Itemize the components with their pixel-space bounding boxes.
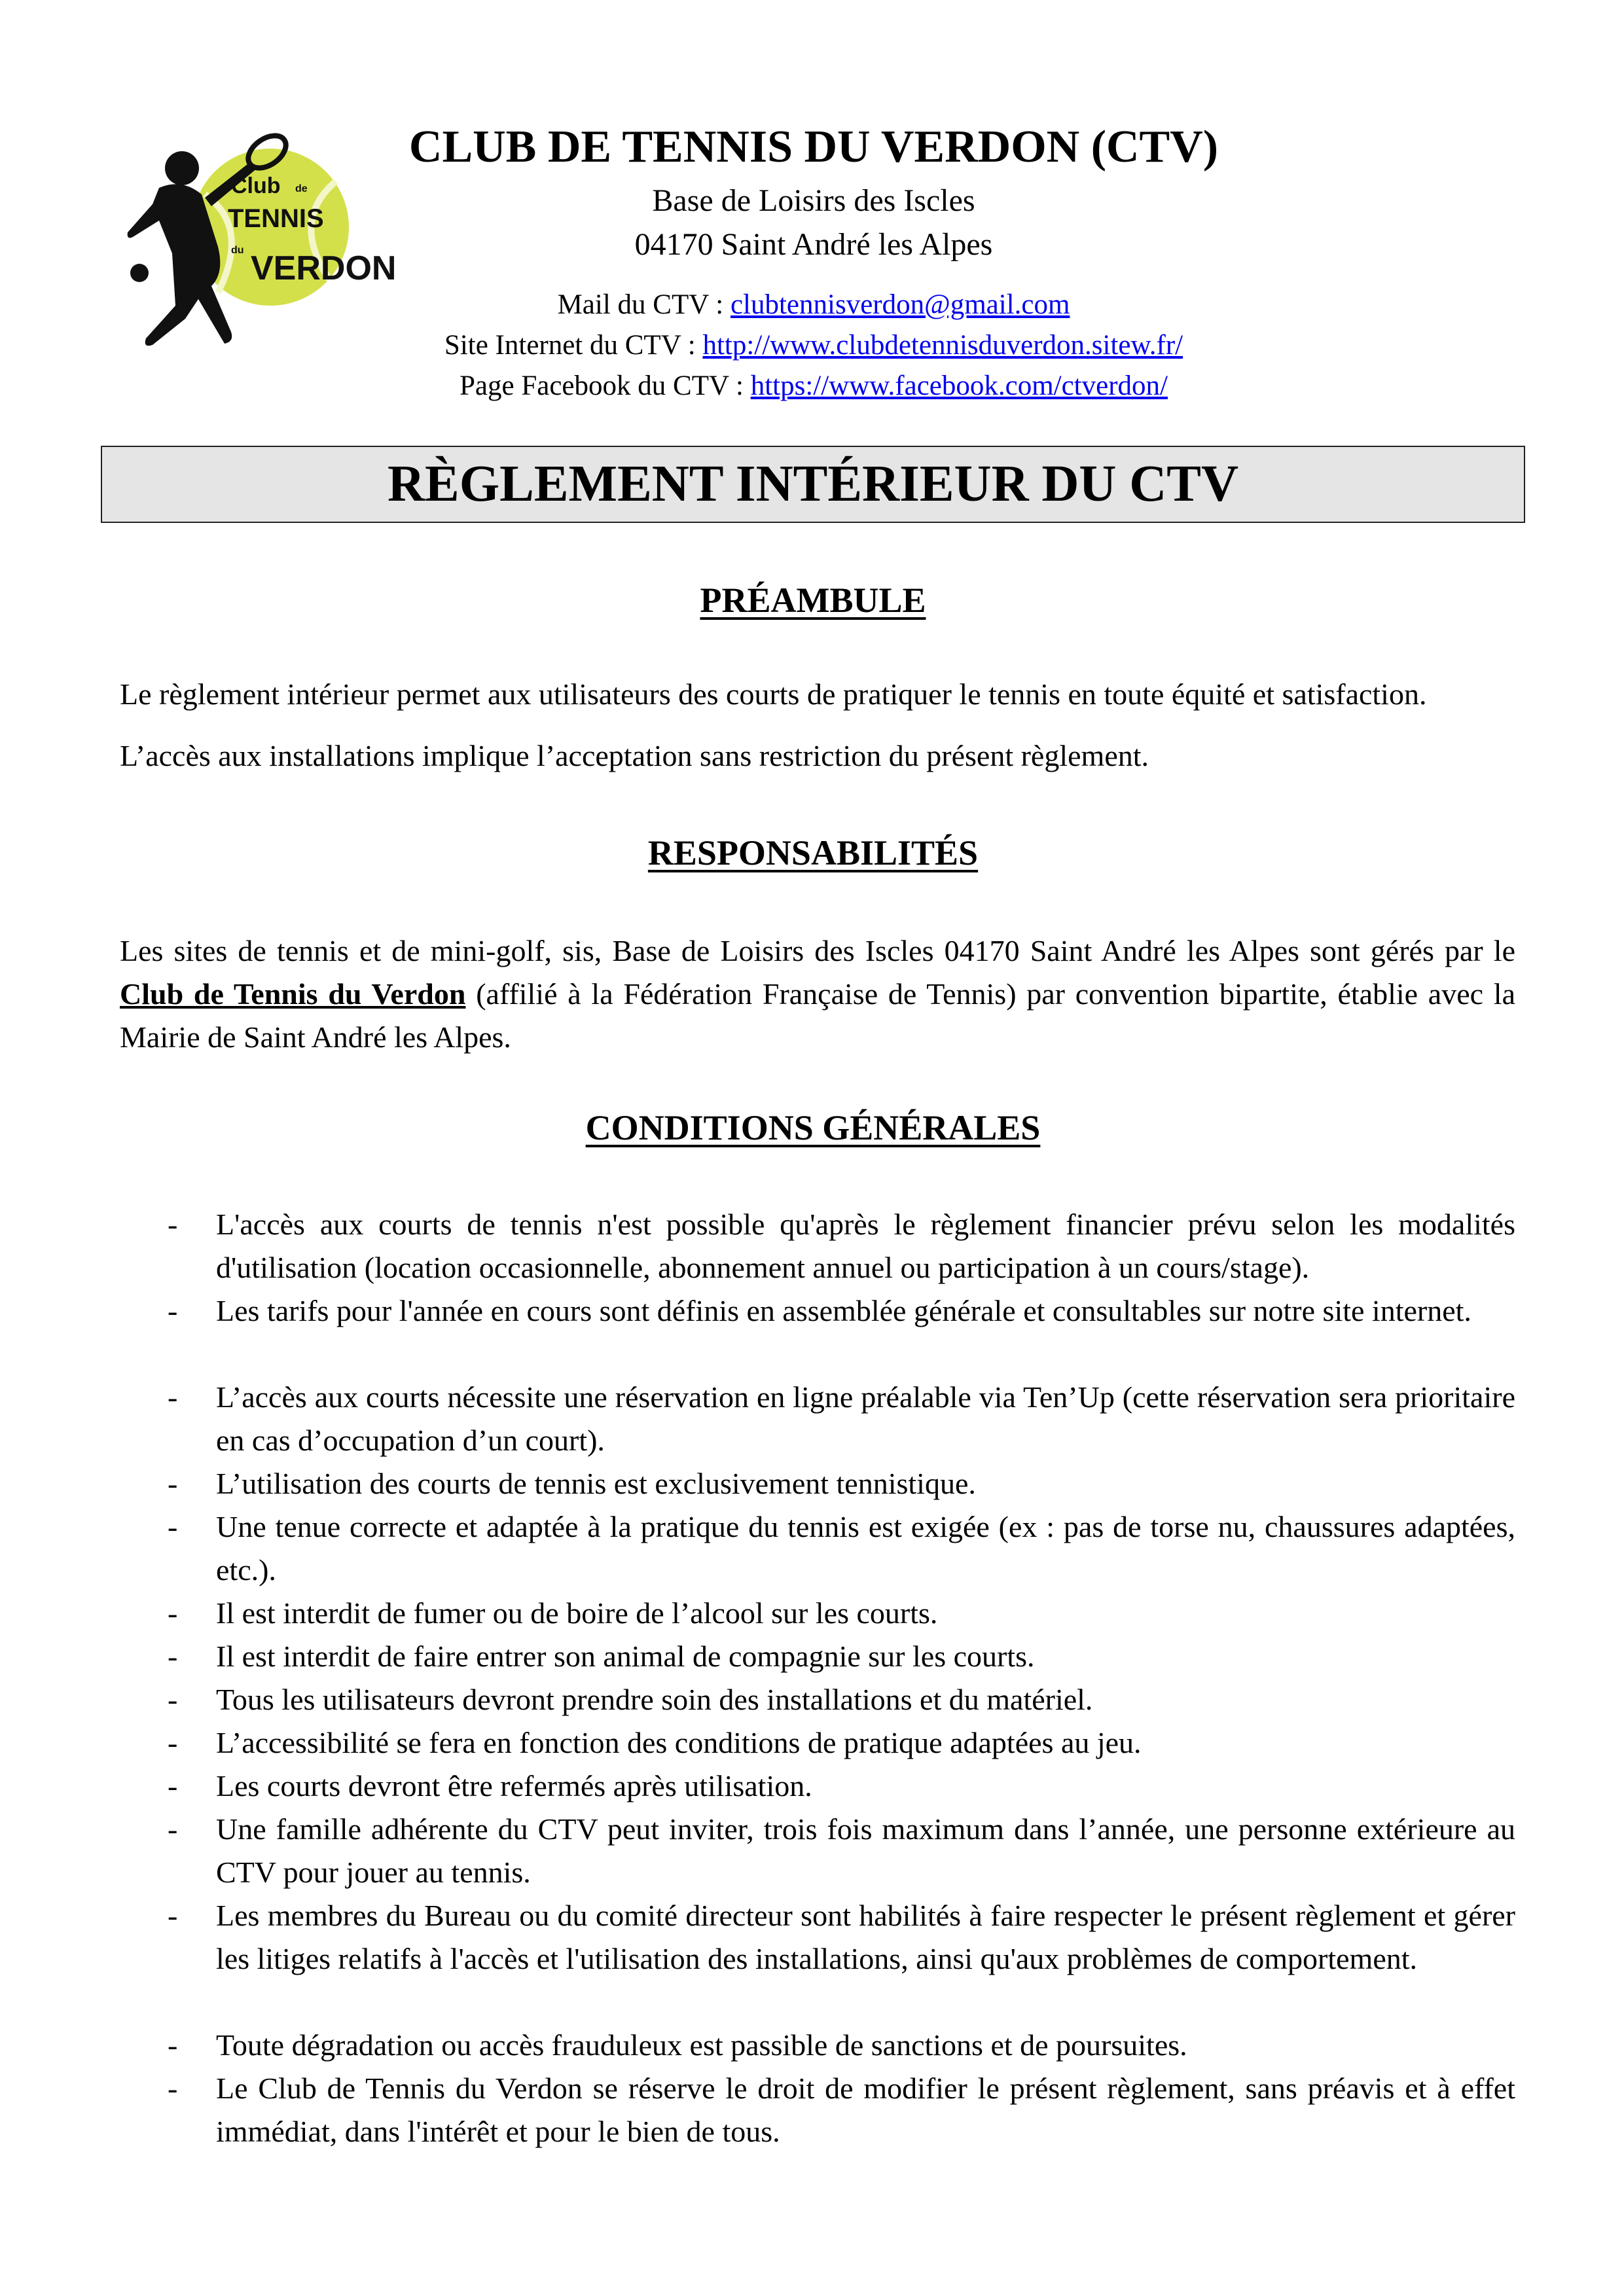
address-line-1: Base de Loisirs des Iscles [652, 183, 975, 218]
club-name: CLUB DE TENNIS DU VERDON (CTV) [408, 122, 1219, 172]
rule-item [170, 1376, 1515, 1462]
svg-text:VERDON: VERDON [251, 249, 397, 287]
list-dash: - [168, 1683, 178, 1716]
list-dash: - [168, 1510, 178, 1543]
list-dash: - [168, 1812, 178, 1846]
list-dash: - [168, 1899, 178, 1932]
rule-text: Les tarifs pour l'année en cours sont définis en assemblée générale et consultables sur notre site internet. [216, 1294, 1471, 1327]
tennis-player-logo-icon [120, 122, 397, 364]
mail-label: Mail du CTV : [557, 289, 731, 320]
rule-item [170, 1678, 1515, 1721]
mail-link[interactable]: clubtennisverdon@gmail.com [730, 289, 1070, 320]
list-dash: - [168, 1294, 178, 1327]
rule-item [170, 1462, 1515, 1505]
list-dash: - [168, 1380, 178, 1414]
rule-text: L’accès aux courts nécessite une réservation en ligne préalable via Ten’Up (cette réservation sera prioritaire en cas d’occupation d’un court). [216, 1380, 1515, 1457]
rule-item [170, 1505, 1515, 1592]
list-dash: - [168, 1640, 178, 1673]
responsabilites-heading: RESPONSABILITÉS [647, 833, 979, 872]
list-dash: - [168, 1596, 178, 1630]
rule-text: Tous les utilisateurs devront prendre soin des installations et du matériel. [216, 1683, 1093, 1716]
rule-item [170, 1894, 1515, 2024]
svg-text:TENNIS: TENNIS [228, 204, 324, 233]
facebook-label: Page Facebook du CTV : [460, 370, 751, 401]
svg-text:de: de [295, 183, 308, 194]
rule-text: Le Club de Tennis du Verdon se réserve le droit de modifier le présent règlement, sans préavis et à effet immédiat, dans l'intérêt et pour le bien de tous. [216, 2072, 1515, 2148]
rule-item [170, 1592, 1515, 1635]
preambule-paragraph-2: L’accès aux installations implique l’acceptation sans restriction du présent règlement. [120, 739, 1149, 772]
club-name-bold: Club de Tennis du Verdon [120, 977, 466, 1011]
website-line [367, 325, 1261, 366]
list-dash: - [168, 2072, 178, 2105]
preambule-heading: PRÉAMBULE [700, 581, 926, 620]
rule-item [170, 1721, 1515, 1765]
conditions-heading: CONDITIONS GÉNÉRALES [585, 1108, 1041, 1147]
rule-item [170, 1808, 1515, 1894]
mail-line [367, 285, 1261, 325]
rule-item [170, 1635, 1515, 1678]
website-label: Site Internet du CTV : [444, 330, 703, 361]
rule-text: Les courts devront être refermés après utilisation. [216, 1769, 812, 1803]
list-dash: - [168, 1726, 178, 1759]
facebook-link[interactable]: https://www.facebook.com/ctverdon/ [750, 370, 1168, 401]
facebook-line [367, 366, 1261, 406]
preambule-paragraph-1: Le règlement intérieur permet aux utilisateurs des courts de pratiquer le tennis en toute équité et satisfaction. [120, 677, 1427, 711]
website-link[interactable]: http://www.clubdetennisduverdon.sitew.fr/ [702, 330, 1183, 361]
address-line-2: 04170 Saint André les Alpes [634, 227, 993, 262]
page-title: RÈGLEMENT INTÉRIEUR DU CTV [387, 456, 1239, 512]
list-dash: - [168, 1467, 178, 1500]
list-dash: - [168, 1208, 178, 1241]
responsabilites-text-before: Les sites de tennis et de mini-golf, sis, Base de Loisirs des Iscles 04170 Saint André les Alpes sont gérés par le [120, 934, 1515, 967]
rule-item [170, 1289, 1515, 1376]
rule-text: Les membres du Bureau ou du comité directeur sont habilités à faire respecter le présent règlement et gérer les litiges relatifs à l'accès et l'utilisation des installations, ainsi qu'aux problèmes de comportement. [216, 1899, 1515, 1975]
rule-item [170, 2024, 1515, 2067]
rule-text: Il est interdit de fumer ou de boire de l’alcool sur les courts. [216, 1596, 938, 1630]
list-dash: - [168, 2028, 178, 2062]
rule-text: Une tenue correcte et adaptée à la pratique du tennis est exigée (ex : pas de torse nu, chaussures adaptées, etc.). [216, 1510, 1515, 1587]
responsabilites-text-after: (affilié à la Fédération Française de Tennis) par convention bipartite, établie avec la Mairie de Saint André les Alpes. [120, 977, 1516, 1054]
club-logo [120, 122, 397, 364]
rule-text: Une famille adhérente du CTV peut inviter, trois fois maximum dans l’année, une personne extérieure au CTV pour jouer au tennis. [216, 1812, 1515, 1889]
svg-text:du: du [231, 245, 244, 256]
rule-text: L’accessibilité se fera en fonction des conditions de pratique adaptées au jeu. [216, 1726, 1142, 1759]
rule-text: L’utilisation des courts de tennis est exclusivement tennistique. [216, 1467, 976, 1500]
rule-item [170, 1765, 1515, 1808]
responsabilites-paragraph [120, 929, 1515, 1059]
rule-text: L'accès aux courts de tennis n'est possible qu'après le règlement financier prévu selon les modalités d'utilisation (location occasionnelle, abonnement annuel ou participation à un cours/stage). [216, 1208, 1515, 1284]
rule-item [170, 1203, 1515, 1289]
rule-text: Il est interdit de faire entrer son animal de compagnie sur les courts. [216, 1640, 1035, 1673]
rule-text: Toute dégradation ou accès frauduleux est passible de sanctions et de poursuites. [216, 2028, 1187, 2062]
list-dash: - [168, 1769, 178, 1803]
svg-text:Club: Club [231, 173, 281, 198]
rule-item [170, 2067, 1515, 2153]
